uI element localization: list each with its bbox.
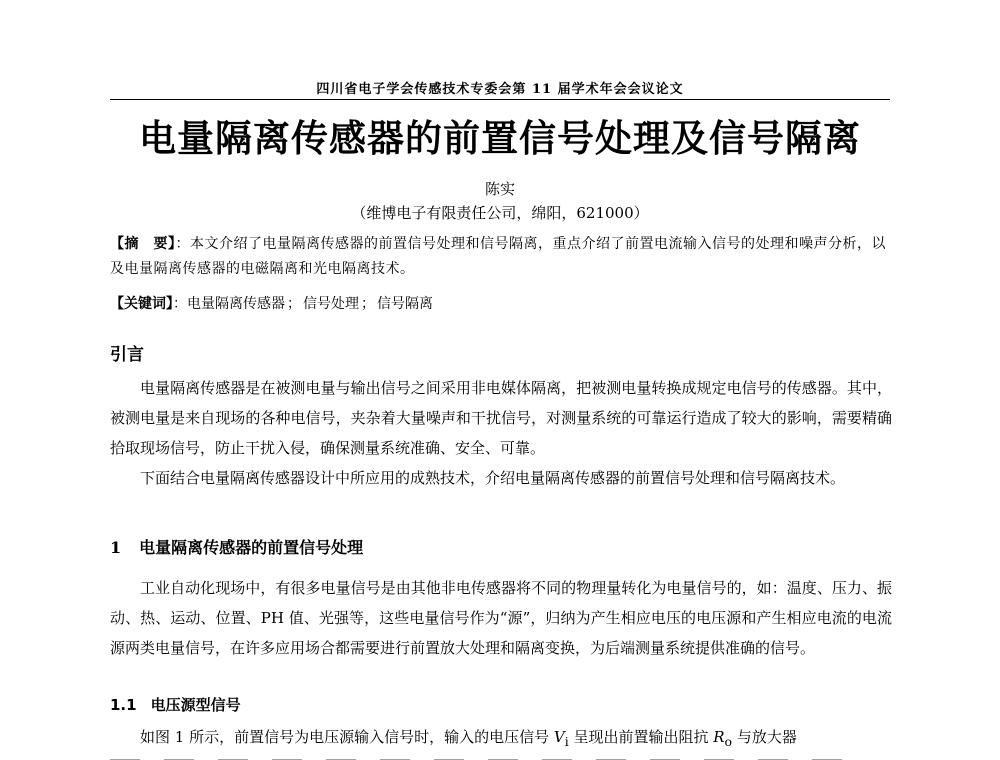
paper-affiliation: （维博电子有限责任公司，绵阳，621000） — [351, 204, 649, 222]
running-header: 四川省电子学会传感技术专委会第 11 届学术年会会议论文 — [316, 82, 684, 97]
keyword-item: 电量隔离传感器 — [187, 296, 285, 312]
section-heading-intro: 引言 — [110, 345, 144, 365]
section-heading-1-1 — [110, 694, 241, 715]
keyword-separator: ； — [287, 296, 301, 312]
section-title: 电压源型信号 — [150, 696, 241, 714]
keyword-item: 信号处理 — [303, 296, 359, 312]
section-title: 电量隔离传感器的前置信号处理 — [139, 538, 364, 557]
variable-r: R — [713, 728, 725, 746]
variable-r-subscript: o — [724, 734, 733, 749]
section-1-paragraph: 工业自动化现场中，有很多电量信号是由其他非电传感器将不同的物理量转化为电量信号的，如：温度、压力、振动、热、运动、位置、PH 值、光强等，这些电量信号作为“源”，归纳为产生相应电压的电压源和产生相应电流的电流源两类电量信号，在许多应用场合都需要进行前置放大处理和隔离变换，为后端测量系统提供准确的信号。 — [110, 579, 892, 657]
paper-title: 电量隔离传感器的前置信号处理及信号隔离 — [139, 117, 861, 160]
variable-v: V — [553, 728, 565, 746]
keyword-item: 信号隔离 — [377, 296, 433, 312]
header-rule — [110, 99, 890, 100]
abstract-label: 【摘 要】 — [110, 236, 176, 252]
keywords: 【关键词】：电量隔离传感器 ； 信号处理 ； 信号隔离 — [110, 296, 433, 312]
paragraph-text: 与放大器 — [732, 728, 797, 746]
keyword-separator: ； — [361, 296, 375, 312]
abstract: 【摘 要】：本文介绍了电量隔离传感器的前置信号处理和信号隔离，重点介绍了前置电流输入信号的处理和噪声分析，以及电量隔离传感器的电磁隔离和光电隔离技术。 — [110, 236, 886, 277]
variable-v-subscript: i — [564, 734, 569, 749]
section-number: 1.1 — [110, 696, 137, 714]
section-heading-1 — [110, 535, 363, 558]
paragraph-text: 呈现出前置输出阻抗 — [568, 728, 714, 746]
section-number: 1 — [110, 538, 122, 557]
paragraph-text: 如图 1 所示，前置信号为电压源输入信号时，输入的电压信号 — [140, 728, 554, 746]
abstract-text: 本文介绍了电量隔离传感器的前置信号处理和信号隔离，重点介绍了前置电流输入信号的处理和噪声分析，以及电量隔离传感器的电磁隔离和光电隔离技术。 — [110, 236, 886, 277]
intro-paragraph-2: 下面结合电量隔离传感器设计中所应用的成熟技术，介绍电量隔离传感器的前置信号处理和信号隔离技术。 — [140, 469, 846, 487]
intro-paragraph-1: 电量隔离传感器是在被测电量与输出信号之间采用非电媒体隔离，把被测电量转换成规定电信号的传感器。其中，被测电量是来自现场的各种电信号，夹杂着大量噪声和干扰信号，对测量系统的可靠运行造成了较大的影响，需要精确拾取现场信号，防止干扰入侵，确保测量系统准确、安全、可靠。 — [110, 379, 892, 457]
paper-author: 陈实 — [484, 180, 515, 198]
keywords-label: 【关键词】 — [110, 296, 173, 312]
cropped-next-line — [110, 752, 892, 760]
